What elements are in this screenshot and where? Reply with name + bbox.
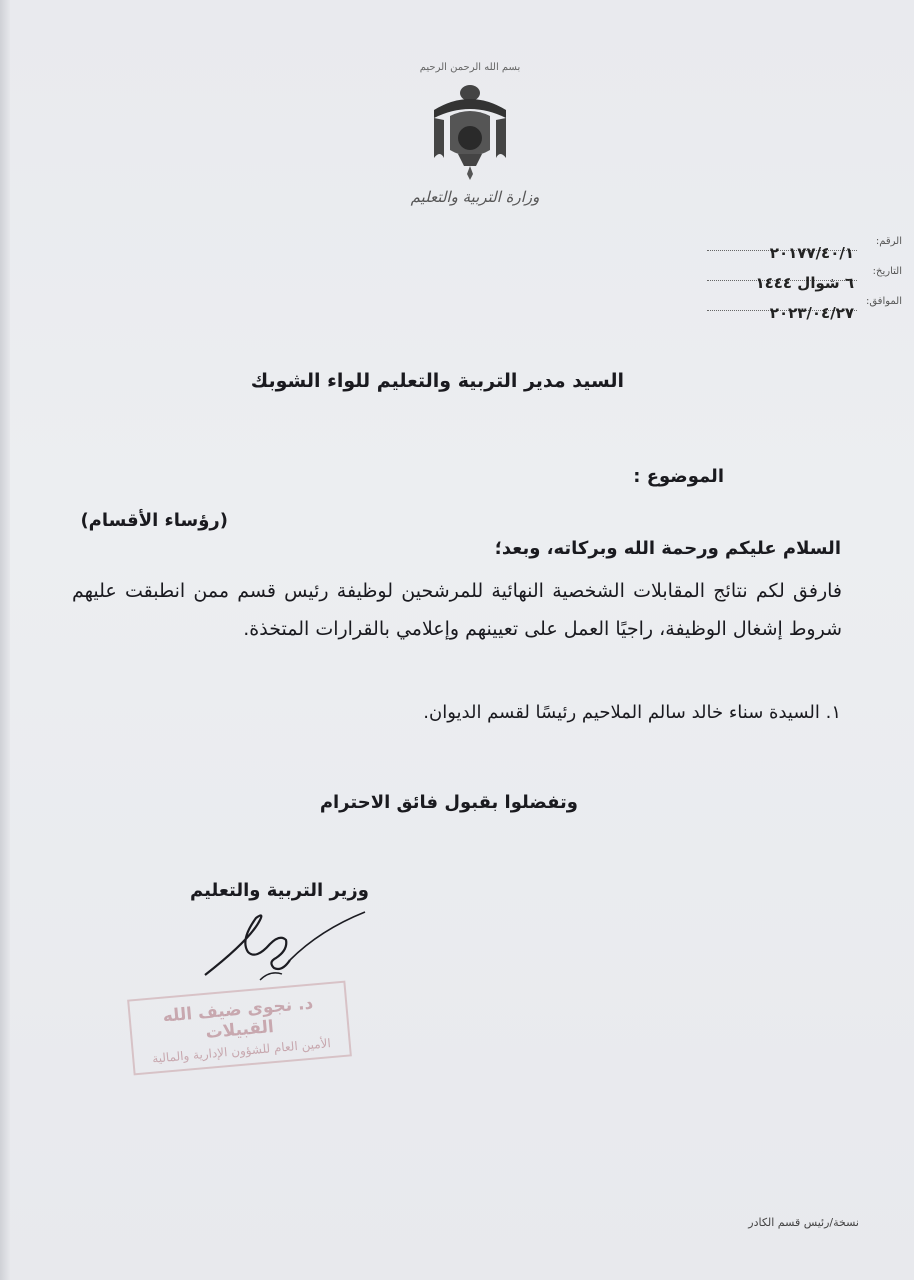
hijri-date-label: التاريخ: <box>872 266 902 277</box>
addressee: السيد مدير التربية والتعليم للواء الشوبك <box>250 370 624 392</box>
greeting: السلام عليكم ورحمة الله وبركاته، وبعد؛ <box>494 538 841 559</box>
reference-number-value: ٢٠١٧٧/٤٠/١ <box>769 244 854 262</box>
letter-body: فارفق لكم نتائج المقابلات الشخصية النهائية للمرشحين لوظيفة رئيس قسم ممن انطبقت عليهم شروط إشغال الوظيفة، راجيًا العمل على تعيينهم وإعلامي بالقرارات المتخذة. <box>72 580 842 640</box>
page-edge <box>0 0 10 1280</box>
stamp-title: الأمين العام للشؤون الإدارية والمالية <box>151 1036 332 1066</box>
subject-label: الموضوع : <box>633 466 724 487</box>
reference-number-label: الرقم: <box>875 236 902 247</box>
coat-of-arms-icon <box>420 58 520 198</box>
ministry-name: وزارة التربية والتعليم <box>410 188 540 206</box>
letterhead <box>390 38 560 218</box>
copy-note: نسخة/رئيس قسم الكادر <box>748 1216 859 1229</box>
list-item: ١. السيدة سناء خالد سالم الملاحيم رئيسًا لقسم الديوان. <box>423 702 841 723</box>
official-stamp <box>127 981 352 1076</box>
signatory-title: وزير التربية والتعليم <box>190 880 369 901</box>
subject-value: (رؤساء الأقسام) <box>80 510 228 531</box>
gregorian-date-label: الموافق: <box>865 296 902 307</box>
handwritten-signature <box>190 900 390 990</box>
hijri-date-value: ٦ شوال ١٤٤٤ <box>755 274 854 292</box>
stamp-name: د. نجوى ضيف الله القبيلات <box>161 993 314 1043</box>
reference-number-row <box>692 236 902 266</box>
svg-text:بسم الله الرحمن الرحيم: بسم الله الرحمن الرحيم <box>420 62 520 73</box>
hijri-date-row <box>692 266 902 296</box>
reference-block <box>692 236 902 326</box>
gregorian-date-row <box>692 296 902 326</box>
gregorian-date-value: ٢٠٢٣/٠٤/٢٧ <box>769 304 854 322</box>
closing-line: وتفضلوا بقبول فائق الاحترام <box>319 792 578 813</box>
